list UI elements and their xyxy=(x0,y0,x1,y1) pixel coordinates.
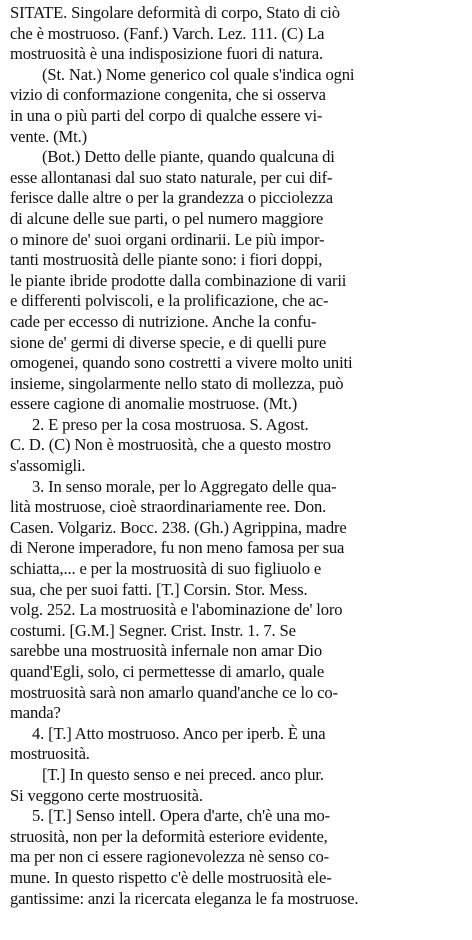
entry-line: ferisce dalle altre o per la grandezza o picciolezza xyxy=(10,188,333,208)
entry-line: mune. In questo rispetto c'è delle mostruosità ele- xyxy=(10,867,332,887)
entry-line: 3. In senso morale, per lo Aggregato delle qua- xyxy=(32,476,337,496)
entry-line: e differenti polviscoli, e la prolificazione, che ac- xyxy=(10,291,329,311)
entry-line: o minore de' suoi organi ordinarii. Le più impor- xyxy=(10,229,325,249)
entry-line: che è mostruoso. (Fanf.) Varch. Lez. 111. (C) La xyxy=(10,23,325,43)
entry-line: volg. 252. La mostruosità e l'abominazione de' loro xyxy=(10,600,343,620)
entry-line: SITATE. Singolare deformità di corpo, Stato di ciò xyxy=(10,3,340,22)
entry-line: 4. [T.] Atto mostruoso. Anco per iperb. È una xyxy=(32,723,326,743)
entry-line: quand'Egli, solo, ci permettesse di amarlo, quale xyxy=(10,662,325,681)
entry-line: sua, che per suoi fatti. [T.] Corsin. Stor. Mess. xyxy=(10,579,308,599)
entry-line: insieme, singolarmente nello stato di mollezza, può xyxy=(10,373,344,393)
entry-line: schiatta,... e per la mostruosità di suo figliuolo e xyxy=(10,559,322,579)
entry-line: di Nerone imperadore, fu non meno famosa per sua xyxy=(10,538,345,558)
entry-line: manda? xyxy=(10,703,61,723)
entry-line: vente. (Mt.) xyxy=(10,126,87,146)
entry-line: mostruosità. xyxy=(10,744,90,764)
entry-line: s'assomigli. xyxy=(10,456,86,476)
entry-line: omogenei, quando sono costretti a vivere molto uniti xyxy=(10,353,353,373)
entry-line: le piante ibride prodotte dalla combinazione di varii xyxy=(10,270,347,290)
entry-text-column xyxy=(10,3,468,909)
entry-line: mostruosità sarà non amarlo quand'anche ce lo co- xyxy=(10,682,338,702)
entry-line: C. D. (C) Non è mostruosità, che a questo mostro xyxy=(10,435,331,455)
entry-line: Casen. Volgariz. Bocc. 238. (Gh.) Agrippina, madre xyxy=(10,517,347,537)
entry-line: vizio di conformazione congenita, che si osserva xyxy=(10,85,326,105)
entry-line: sione de' germi di diverse specie, e di quelli pure xyxy=(10,332,327,352)
entry-line: ma per non ci essere ragionevolezza nè senso co- xyxy=(10,847,329,867)
entry-line: struosità, non per la deformità esteriore evidente, xyxy=(10,826,328,846)
entry-line: essere cagione di anomalie mostruose. (Mt.) xyxy=(10,394,298,414)
entry-line: esse allontanasi dal suo stato naturale, per cui dif- xyxy=(10,167,333,187)
entry-line: Si veggono certe mostruosità. xyxy=(10,785,203,805)
entry-line: (Bot.) Detto delle piante, quando qualcuna di xyxy=(42,147,335,167)
entry-line: sarebbe una mostruosità infernale non amar Dio xyxy=(10,641,322,661)
entry-line: costumi. [G.M.] Segner. Crist. Instr. 1. 7. Se xyxy=(10,620,296,640)
entry-line: 2. E preso per la cosa mostruosa. S. Agost. xyxy=(32,414,309,434)
entry-line: (St. Nat.) Nome generico col quale s'indica ogni xyxy=(42,64,355,84)
entry-line: cade per eccesso di nutrizione. Anche la confu- xyxy=(10,311,317,331)
entry-line: gantissime: anzi la ricercata eleganza le fa mostruose. xyxy=(10,888,359,908)
entry-line: mostruosità è una indisposizione fuori di natura. xyxy=(10,44,323,64)
entry-line: in una o più parti del corpo di qualche essere vi- xyxy=(10,105,323,125)
entry-line: tanti mostruosità delle piante sono: i fiori doppi, xyxy=(10,250,323,270)
entry-line: 5. [T.] Senso intell. Opera d'arte, ch'è una mo- xyxy=(32,806,330,826)
entry-line: di alcune delle sue parti, o pel numero maggiore xyxy=(10,208,324,228)
entry-line: [T.] In questo senso e nei preced. anco plur. xyxy=(42,764,324,784)
entry-line: lità mostruose, cioè straordinariamente ree. Don. xyxy=(10,497,327,517)
